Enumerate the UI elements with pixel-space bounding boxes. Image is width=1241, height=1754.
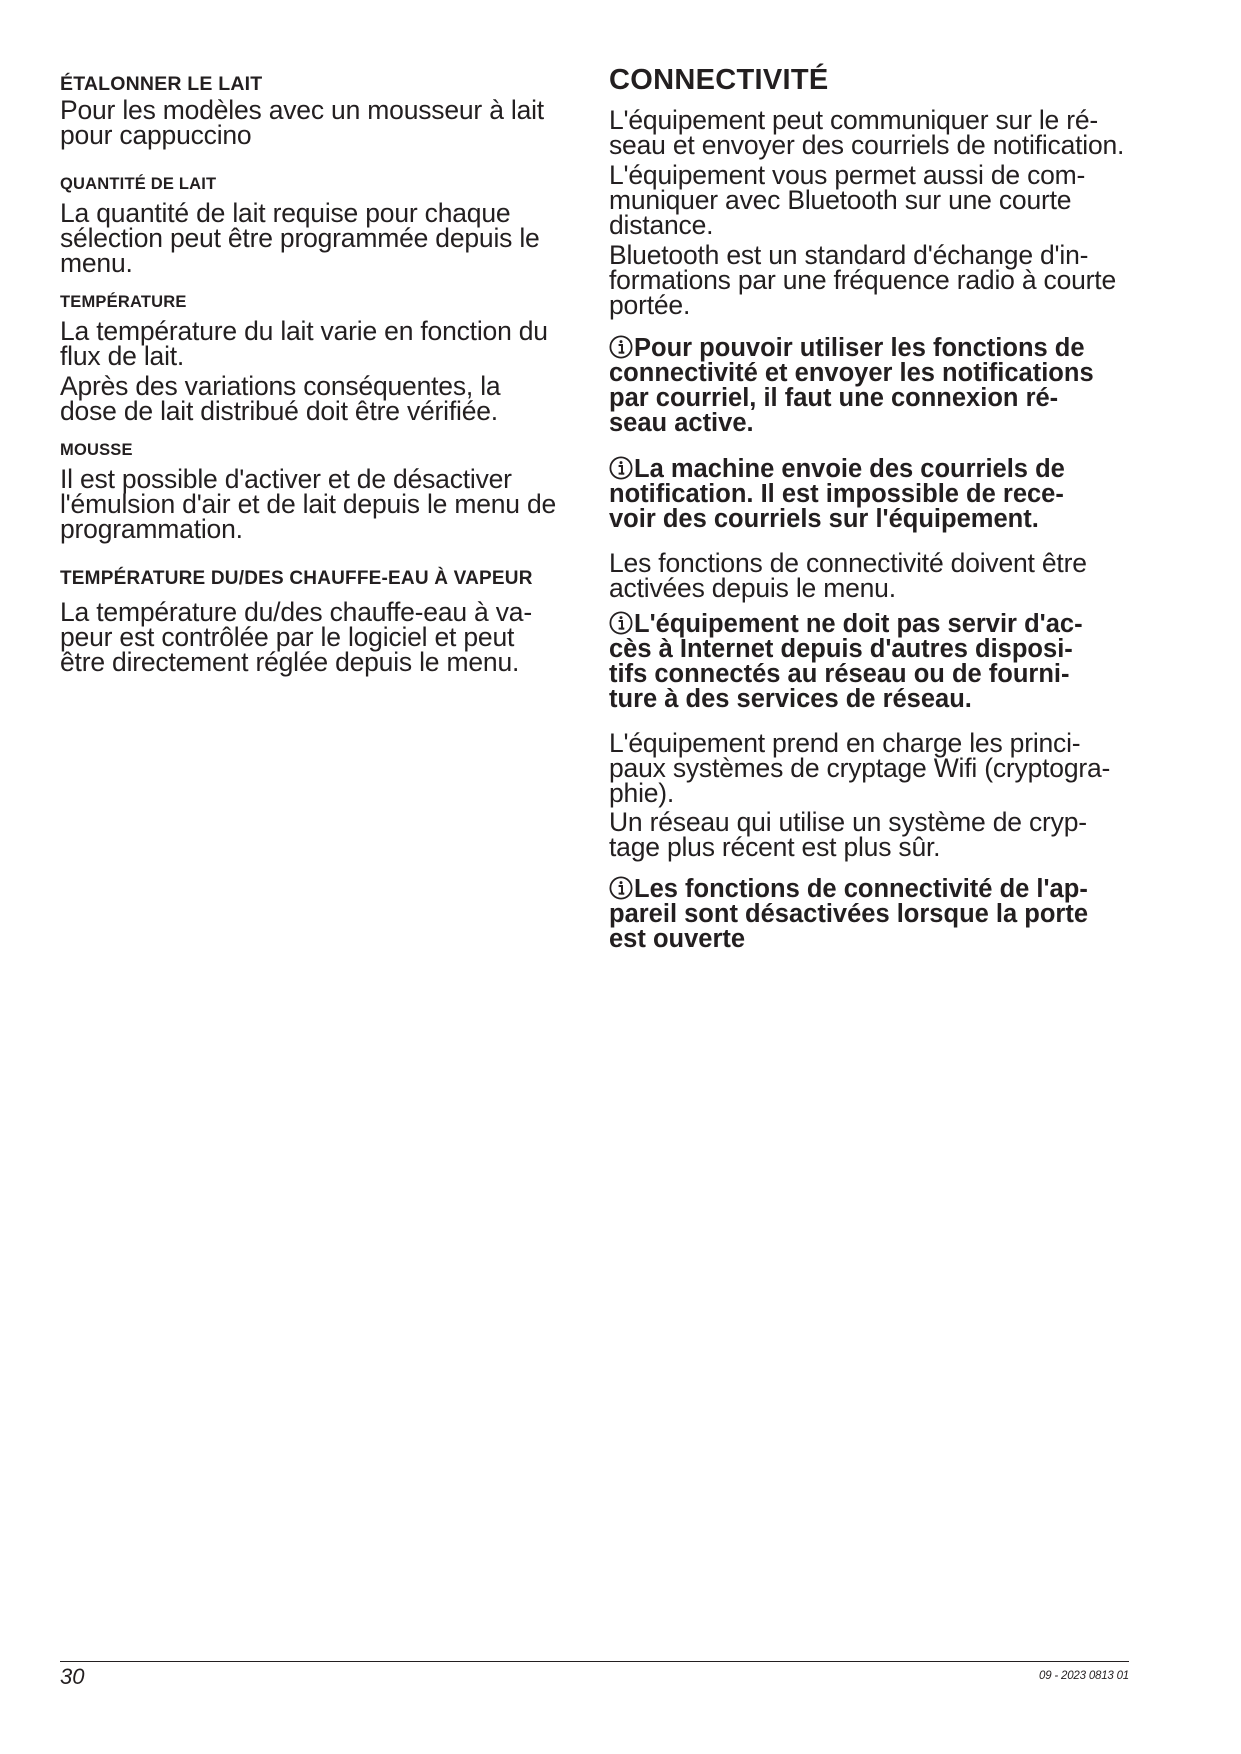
footer-divider xyxy=(60,1661,1129,1662)
connectivity-paragraph-6: Un réseau qui utilise un système de cryp- tage plus récent est plus sûr. xyxy=(609,807,1087,862)
foam-text: Il est possible d'activer et de désactiver l'émulsion d'air et de lait depuis le menu de programmation. xyxy=(60,464,557,544)
temperature-text-2: Après des variations conséquentes, la dose de lait distribué doit être vérifiée. xyxy=(60,371,501,426)
info-note-door-open: Les fonctions de connectivité de l'ap- pareil sont désactivées lorsque la porte est ouverte xyxy=(609,875,1089,953)
info-note-emails: La machine envoie des courriels de notification. Il est impossible de rece- voir des courriels sur l'équipement. xyxy=(609,455,1065,533)
connectivity-paragraph-3: Bluetooth est un standard d'échange d'in- formations par une fréquence radio à courte portée. xyxy=(609,240,1116,320)
info-circle-icon xyxy=(609,456,633,480)
connectivity-paragraph-2: L'équipement vous permet aussi de com- muniquer avec Bluetooth sur une courte distance. xyxy=(609,160,1086,240)
steam-heater-text: La température du/des chauffe-eau à va- peur est contrôlée par le logiciel et peut être directement réglée depuis le menu. xyxy=(60,597,532,677)
section-heading-temperature: TEMPÉRATURE xyxy=(60,293,187,311)
section-heading-steam-heater: TEMPÉRATURE DU/DES CHAUFFE-EAU À VAPEUR xyxy=(60,568,533,589)
connectivity-paragraph-5: L'équipement prend en charge les princi- paux systèmes de cryptage Wifi (cryptogra- phie). xyxy=(609,728,1111,808)
info-circle-icon xyxy=(609,611,633,635)
info-note-network: Pour pouvoir utiliser les fonctions de connectivité et envoyer les notifications par courriel, il faut une connexion ré- seau active. xyxy=(609,334,1094,437)
milk-quantity-text: La quantité de lait requise pour chaque sélection peut être programmée depuis le menu. xyxy=(60,198,540,278)
page-number: 30 xyxy=(60,1664,85,1689)
info-circle-icon xyxy=(609,335,633,359)
connectivity-paragraph-1: L'équipement peut communiquer sur le ré- seau et envoyer des courriels de notification. xyxy=(609,105,1125,160)
section-heading-foam: MOUSSE xyxy=(60,441,133,459)
connectivity-paragraph-4: Les fonctions de connectivité doivent être activées depuis le menu. xyxy=(609,548,1087,603)
section-heading-milk-calibration: ÉTALONNER LE LAIT xyxy=(60,73,263,95)
temperature-text: La température du lait varie en fonction du flux de lait. xyxy=(60,316,548,371)
milk-calibration-text: Pour les modèles avec un mousseur à lait pour cappuccino xyxy=(60,95,544,150)
section-heading-milk-quantity: QUANTITÉ DE LAIT xyxy=(60,175,217,193)
document-code: 09 - 2023 0813 01 xyxy=(1039,1670,1129,1682)
info-note-internet-access: L'équipement ne doit pas servir d'ac- cès à Internet depuis d'autres disposi- tifs connectés au réseau ou de fourni- ture à des services de réseau. xyxy=(609,610,1083,713)
connectivity-title: CONNECTIVITÉ xyxy=(609,64,829,96)
info-circle-icon xyxy=(609,876,633,900)
